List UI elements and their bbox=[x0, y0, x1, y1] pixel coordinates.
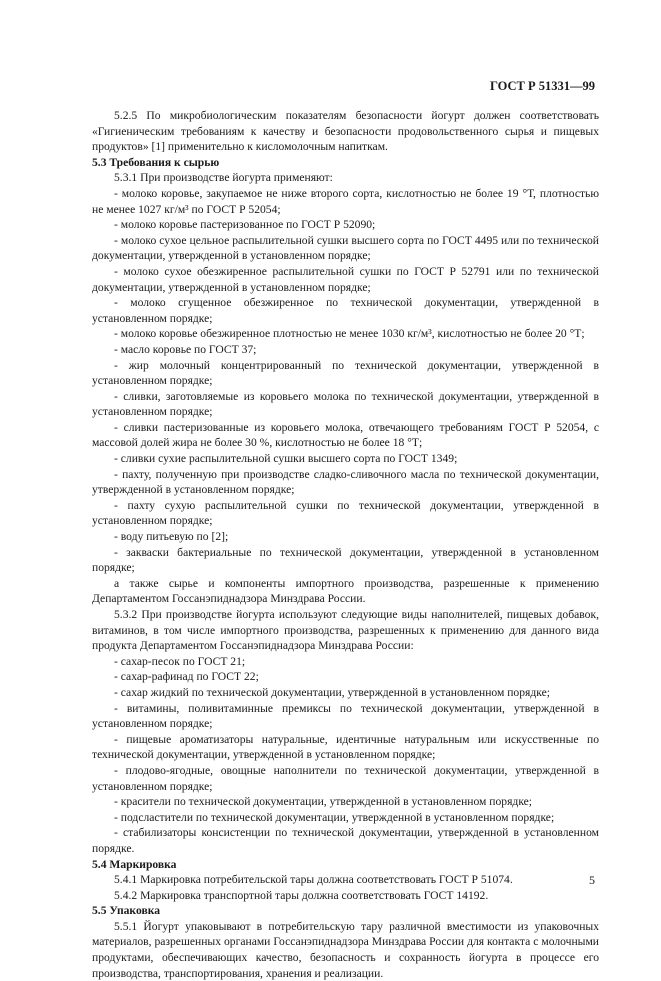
paragraph: - сливки сухие распылительной сушки высшего сорта по ГОСТ 1349; bbox=[114, 452, 458, 466]
paragraph: - витамины, поливитаминные премиксы по технической документации, утвержденной в установленном порядке; bbox=[92, 701, 599, 731]
paragraph: - пищевые ароматизаторы натуральные, идентичные натуральным или искусственные по технической документации, утвержденной в установленном порядке; bbox=[92, 732, 599, 762]
paragraph: - молоко коровье обезжиренное плотностью не менее 1030 кг/м³, кислотностью не более 20 °Т; bbox=[114, 327, 585, 341]
paragraph: 5.3.1 При производстве йогурта применяют: bbox=[114, 171, 333, 185]
section-heading: 5.5 Упаковка bbox=[92, 904, 161, 918]
paragraph: - молоко коровье пастеризованное по ГОСТ Р 52090; bbox=[114, 218, 376, 232]
paragraph: - пахту сухую распылительной сушки по технической документации, утвержденной в установленном порядке; bbox=[92, 498, 599, 528]
paragraph: - сахар-рафинад по ГОСТ 22; bbox=[114, 670, 259, 684]
paragraph: - закваски бактериальные по технической документации, утвержденной в установленном порядке; bbox=[92, 545, 599, 575]
paragraph: 5.3.2 При производстве йогурта используют следующие виды наполнителей, пищевых добавок, витаминов, в том числе импортного производства, разрешенных к применению для данного вида продукта Департаментом Госсанэпиднадзора Минздрава России: bbox=[92, 608, 599, 653]
paragraph: - пахту, полученную при производстве сладко-сливочного масла по технической документации, утвержденной в установленном порядке; bbox=[92, 467, 599, 497]
section-heading: 5.4 Маркировка bbox=[92, 857, 177, 871]
paragraph: - красители по технической документации, утвержденной в установленном порядке; bbox=[114, 795, 533, 809]
paragraph: - молоко коровье, закупаемое не ниже второго сорта, кислотностью не более 19 °Т, плотностью не менее 1027 кг/м³ по ГОСТ Р 52054; bbox=[92, 186, 599, 216]
paragraph: - молоко сухое обезжиренное распылительной сушки по ГОСТ Р 52791 или по технической документации, утвержденной в установленном порядке; bbox=[92, 264, 599, 294]
paragraph: - стабилизаторы консистенции по технической документации, утвержденной в установленном порядке. bbox=[92, 826, 599, 855]
document-header: ГОСТ Р 51331—99 bbox=[489, 79, 595, 93]
page-number: 5 bbox=[589, 873, 595, 887]
paragraph: - подсластители по технической документации, утвержденной в установленном порядке; bbox=[114, 810, 555, 824]
paragraph: 5.5.1 Йогурт упаковывают в потребительскую тару различной вместимости из упаковочных материалов, разрешенных органами Госсанэпиднадзора Минздрава России для контакта с молочными продуктами, обеспечивающих качество, безопасность и сохранность йогурта в процессе его производства, транспортирования, хранения и реализации. bbox=[92, 919, 599, 980]
document-body bbox=[92, 108, 599, 981]
section-heading: 5.3 Требования к сырью bbox=[92, 155, 220, 169]
paragraph: - воду питьевую по [2]; bbox=[114, 530, 229, 544]
paragraph: - сахар жидкий по технической документации, утвержденной в установленном порядке; bbox=[114, 685, 550, 699]
paragraph: 5.2.5 По микробиологическим показателям безопасности йогурт должен соответствовать «Гигиеническим требованиям к качеству и безопасности продовольственного сырья и пищевых продуктов» [1] применительно к кисломолочным напиткам. bbox=[92, 109, 599, 154]
paragraph: - сливки, заготовляемые из коровьего молока по технической документации, утвержденной в установленном порядке; bbox=[92, 389, 599, 419]
paragraph: - плодово-ягодные, овощные наполнители по технической документации, утвержденной в установленном порядке; bbox=[92, 763, 599, 793]
paragraph: - сахар-песок по ГОСТ 21; bbox=[114, 654, 246, 668]
paragraph: - молоко сухое цельное распылительной сушки высшего сорта по ГОСТ 4495 или по технической документации, утвержденной в установленном порядке; bbox=[92, 233, 599, 263]
paragraph: 5.4.2 Маркировка транспортной тары должна соответствовать ГОСТ 14192. bbox=[114, 888, 489, 902]
paragraph: - масло коровье по ГОСТ 37; bbox=[114, 342, 257, 356]
paragraph: 5.4.1 Маркировка потребительской тары должна соответствовать ГОСТ Р 51074. bbox=[114, 873, 513, 887]
paragraph: - молоко сгущенное обезжиренное по технической документации, утвержденной в установленном порядке; bbox=[92, 296, 599, 325]
paragraph: а также сырье и компоненты импортного производства, разрешенные к применению Департаментом Госсанэпиднадзора Минздрава России. bbox=[92, 576, 599, 606]
paragraph: - сливки пастеризованные из коровьего молока, отвечающего требованиям ГОСТ Р 52054, с массовой долей жира не более 30 %, кислотностью не более 18 °Т; bbox=[92, 420, 599, 450]
paragraph: - жир молочный концентрированный по технической документации, утвержденной в установленном порядке; bbox=[92, 358, 599, 388]
